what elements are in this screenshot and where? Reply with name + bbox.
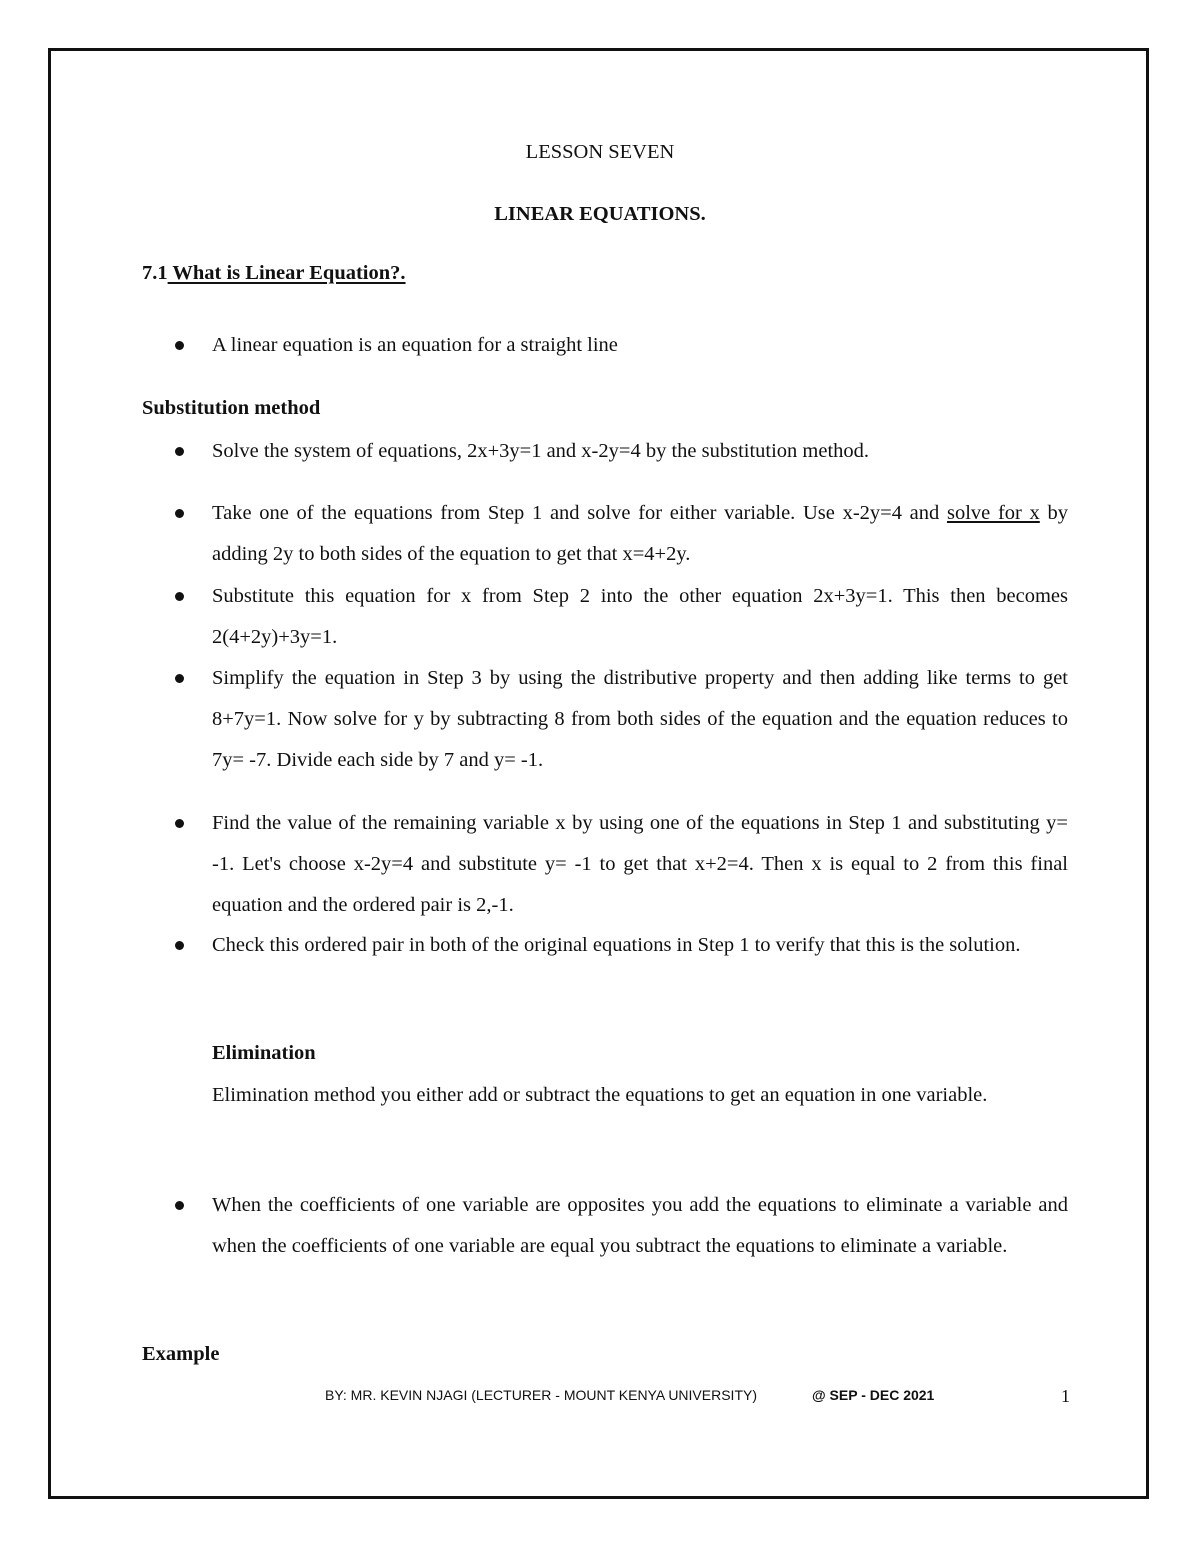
list-item: A linear equation is an equation for a straight line <box>212 325 1068 366</box>
bullet-icon <box>175 447 184 456</box>
list-item: Solve the system of equations, 2x+3y=1 and x-2y=4 by the substitution method. <box>212 431 1068 472</box>
elimination-heading: Elimination <box>212 1042 316 1064</box>
list-item: Simplify the equation in Step 3 by using the distributive property and then adding like terms to get 8+7y=1. Now solve for y by subtracting 8 from both sides of the equation and the equation reduces to 7y= -7. Divide each side by 7 and y= -1. <box>212 658 1068 781</box>
bullet-icon <box>175 509 184 518</box>
bullet-icon <box>175 941 184 950</box>
bullet-icon <box>175 674 184 683</box>
list-item: Find the value of the remaining variable x by using one of the equations in Step 1 and substituting y= -1. Let's choose x-2y=4 and substitute y= -1 to get that x+2=4. Then x is equal to 2 from this final equation and the ordered pair is 2,-1. <box>212 803 1068 926</box>
footer-date: @ SEP - DEC 2021 <box>812 1387 935 1403</box>
bullet-icon <box>175 341 184 350</box>
bullet-icon <box>175 592 184 601</box>
list-item: When the coefficients of one variable are opposites you add the equations to eliminate a variable and when the coefficients of one variable are equal you subtract the equations to eliminate a variable. <box>212 1185 1068 1267</box>
elimination-text: Elimination method you either add or subtract the equations to get an equation in one variable. <box>212 1084 988 1106</box>
substitution-heading: Substitution method <box>142 397 321 419</box>
footer-author: BY: MR. KEVIN NJAGI (LECTURER - MOUNT KENYA UNIVERSITY) <box>325 1387 757 1403</box>
example-heading: Example <box>142 1343 220 1365</box>
section-heading <box>142 262 406 285</box>
bullet-icon <box>175 1201 184 1210</box>
list-item: Check this ordered pair in both of the original equations in Step 1 to verify that this is the solution. <box>212 925 1068 966</box>
section-title: What is Linear Equation?. <box>167 262 406 284</box>
lesson-label: LESSON SEVEN <box>525 141 675 163</box>
solve-for-x-link[interactable]: solve for x <box>946 502 1040 524</box>
list-item: Take one of the equations from Step 1 and solve for either variable. Use x-2y=4 and solve for x by adding 2y to both sides of the equation to get that x=4+2y. <box>212 493 1068 575</box>
page-title: LINEAR EQUATIONS. <box>494 203 706 225</box>
bullet-icon <box>175 819 184 828</box>
list-item: Substitute this equation for x from Step 2 into the other equation 2x+3y=1. This then becomes 2(4+2y)+3y=1. <box>212 576 1068 658</box>
page-number: 1 <box>1061 1386 1070 1406</box>
section-number: 7.1 <box>142 262 168 284</box>
